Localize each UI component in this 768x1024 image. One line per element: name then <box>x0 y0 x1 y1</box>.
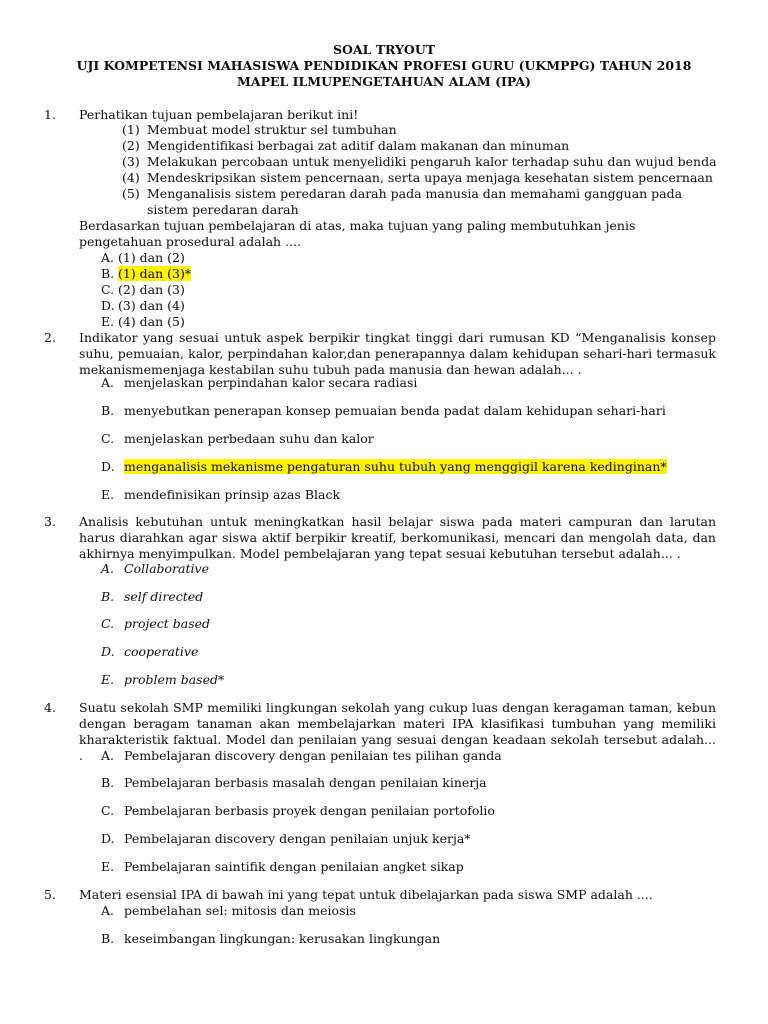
answer-highlight: (1) dan (3)* <box>118 266 192 281</box>
option-letter: A. <box>101 748 115 763</box>
objective-text: Mendeskripsikan sistem pencernaan, serta upaya menjaga kesehatan sistem pencernaan <box>147 170 713 185</box>
question-number: 1. <box>44 107 56 122</box>
option-letter: C. <box>101 282 115 297</box>
option-letter: A. <box>101 903 115 918</box>
option-text: menjelaskan perbedaan suhu dan kalor <box>124 431 374 446</box>
question-stem: Suatu sekolah SMP memiliki lingkungan sekolah yang cukup luas dengan keragaman taman, kebun dengan beragam tanaman akan membelajarkan materi IPA klasifikasi tumbuhan yang memiliki kharakteristik faktual. Model dan penilaian yang sesuai dengan keadaan sekolah tersebut adalah... . <box>79 700 716 763</box>
option-text: (3) dan (4) <box>118 298 185 313</box>
option-text: self directed <box>124 589 204 604</box>
option-text-answer <box>118 266 191 281</box>
objective-number: (2) <box>122 138 140 153</box>
question-intro: Perhatikan tujuan pembelajaran berikut ini! <box>79 107 359 122</box>
option-text: pembelahan sel: mitosis dan meiosis <box>124 903 356 918</box>
option-letter: E. <box>101 672 115 687</box>
option-letter: E. <box>101 859 115 874</box>
option-text: Pembelajaran discovery dengan penilaian tes pilihan ganda <box>124 748 502 763</box>
option-letter: A. <box>101 561 115 576</box>
question-number: 5. <box>44 887 56 902</box>
option-letter: E. <box>101 314 115 329</box>
option-letter: D. <box>101 298 115 313</box>
option-letter: D. <box>101 644 115 659</box>
option-letter: D. <box>101 831 115 846</box>
option-letter: C. <box>101 616 115 631</box>
option-letter: A. <box>101 375 115 390</box>
option-text: (4) dan (5) <box>118 314 185 329</box>
option-text: (1) dan (2) <box>118 250 185 265</box>
question-stem: Indikator yang sesuai untuk aspek berpikir tingkat tinggi dari rumusan KD “Menganalisis konsep suhu, pemuaian, kalor, perpindahan kalor,dan penerapannya dalam kehidupan sehari-hari termasuk mekanismemenjaga kestabilan suhu tubuh pada manusia dan hewan adalah... . <box>79 330 716 377</box>
option-letter: E. <box>101 487 115 502</box>
option-text: Collaborative <box>124 561 209 576</box>
option-letter: A. <box>101 250 115 265</box>
option-text: menjelaskan perpindahan kalor secara radiasi <box>124 375 418 390</box>
option-letter: B. <box>101 266 115 281</box>
option-text: project based <box>124 616 211 631</box>
option-text: Pembelajaran discovery dengan penilaian unjuk kerja* <box>124 831 471 846</box>
question-stem: Analisis kebutuhan untuk meningkatkan hasil belajar siswa pada materi campuran dan larutan harus diarahkan agar siswa aktif berpikir kreatif, berkomunikasi, mencari dan mengolah data, dan akhirnya menyimpulkan. Model pembelajaran yang tepat sesuai kebutuhan tersebut adalah... . <box>79 514 716 561</box>
option-letter: C. <box>101 431 115 446</box>
objective-text: Melakukan percobaan untuk menyelidiki pengaruh kalor terhadap suhu dan wujud benda <box>147 154 717 169</box>
question-stem: Berdasarkan tujuan pembelajaran di atas, maka tujuan yang paling membutuhkan jenis pengetahuan prosedural adalah .... <box>79 218 636 249</box>
option-letter: B. <box>101 931 115 946</box>
option-letter: B. <box>101 589 115 604</box>
option-letter: B. <box>101 403 115 418</box>
objective-text: Menganalisis sistem peredaran darah pada manusia dan memahami gangguan pada sistem peredaran darah <box>147 186 683 217</box>
objective-number: (5) <box>122 186 140 201</box>
option-text: keseimbangan lingkungan: kerusakan lingkungan <box>124 931 441 946</box>
document-subject: MAPEL ILMUPENGETAHUAN ALAM (IPA) <box>237 74 531 89</box>
option-text: cooperative <box>124 644 199 659</box>
option-text: mendefinisikan prinsip azas Black <box>124 487 341 502</box>
document-subtitle: UJI KOMPETENSI MAHASISWA PENDIDIKAN PROFESI GURU (UKMPPG) TAHUN 2018 <box>76 58 692 73</box>
option-text: Pembelajaran berbasis masalah dengan penilaian kinerja <box>124 775 487 790</box>
objective-text: Mengidentifikasi berbagai zat aditif dalam makanan dan minuman <box>147 138 570 153</box>
option-text-answer <box>124 459 667 474</box>
question-stem: Materi esensial IPA di bawah ini yang tepat untuk dibelajarkan pada siswa SMP adalah .... <box>79 887 653 902</box>
option-letter: C. <box>101 803 115 818</box>
objective-number: (4) <box>122 170 140 185</box>
question-number: 2. <box>44 330 56 345</box>
question-number: 3. <box>44 514 56 529</box>
objective-text: Membuat model struktur sel tumbuhan <box>147 122 397 137</box>
option-letter: B. <box>101 775 115 790</box>
option-letter: D. <box>101 459 115 474</box>
document-title: SOAL TRYOUT <box>332 42 436 57</box>
answer-highlight: menganalisis mekanisme pengaturan suhu tubuh yang menggigil karena kedinginan* <box>124 459 667 474</box>
option-text: Pembelajaran berbasis proyek dengan penilaian portofolio <box>124 803 495 818</box>
option-text: (2) dan (3) <box>118 282 185 297</box>
question-number: 4. <box>44 700 56 715</box>
objective-number: (3) <box>122 154 140 169</box>
option-text: menyebutkan penerapan konsep pemuaian benda padat dalam kehidupan sehari-hari <box>124 403 666 418</box>
option-text: Pembelajaran saintifik dengan penilaian angket sikap <box>124 859 464 874</box>
option-text: problem based* <box>124 672 225 687</box>
objective-number: (1) <box>122 122 140 137</box>
